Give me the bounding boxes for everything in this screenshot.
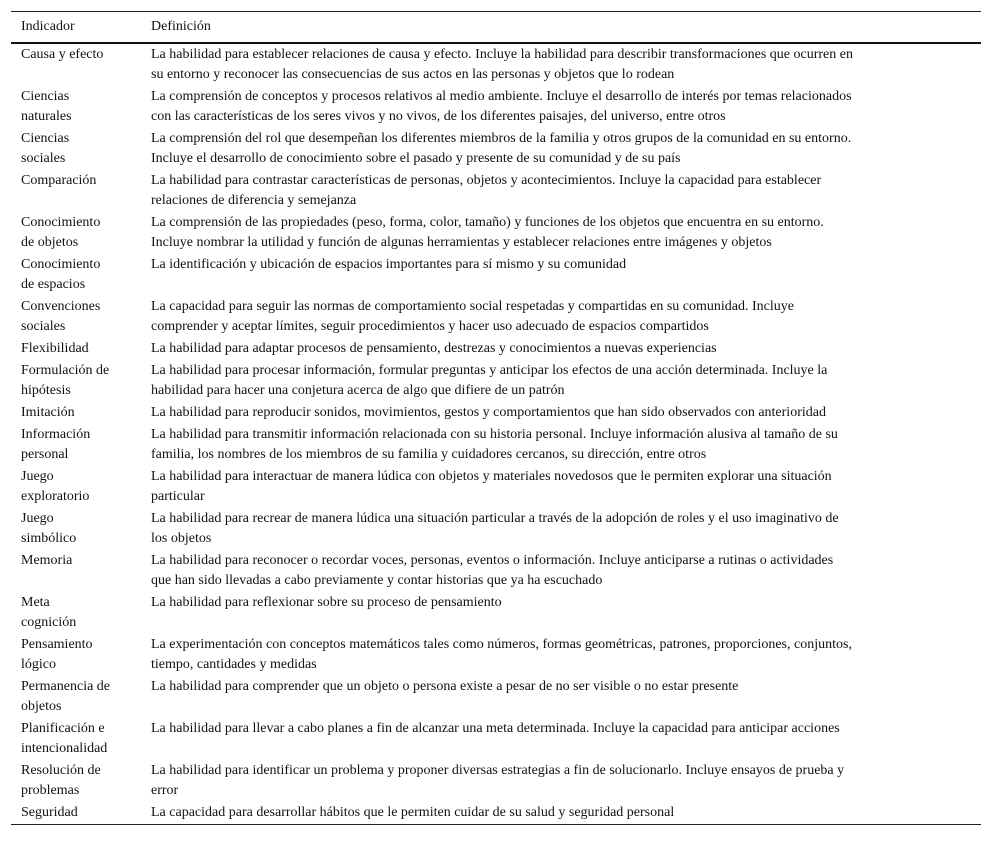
indicator-cell-line: Memoria	[21, 553, 73, 568]
table-row	[11, 676, 981, 718]
indicator-cell-line: Flexibilidad	[21, 341, 89, 356]
table-row	[11, 338, 981, 360]
indicator-cell-line: Comparación	[21, 173, 97, 188]
definition-cell-line: habilidad para hacer una conjetura acerca de algo que difiere de un patrón	[151, 383, 565, 398]
indicator-cell	[11, 761, 151, 801]
definition-cell-line: La habilidad para procesar información, formular preguntas y anticipar los efectos de una acción determinada. Incluye la	[151, 363, 828, 378]
indicator-cell-line: Planificación e	[21, 721, 105, 736]
definition-cell	[151, 803, 981, 823]
indicator-cell-line: problemas	[21, 783, 80, 798]
header-definicion: Definición	[151, 19, 211, 34]
definition-cell-line: La habilidad para reproducir sonidos, movimientos, gestos y comportamientos que han sido observados con anterioridad	[151, 405, 826, 420]
indicator-cell-line: Conocimiento	[21, 215, 101, 230]
indicator-cell	[11, 403, 151, 423]
definition-cell	[151, 677, 981, 717]
indicator-cell-line: Juego	[21, 511, 54, 526]
definition-cell	[151, 129, 981, 169]
indicators-table	[11, 11, 981, 825]
indicator-cell	[11, 509, 151, 549]
indicator-cell	[11, 45, 151, 85]
table-row	[11, 296, 981, 338]
indicator-cell-line: sociales	[21, 319, 66, 334]
table-row	[11, 44, 981, 86]
indicator-cell	[11, 803, 151, 823]
indicator-cell	[11, 339, 151, 359]
indicator-cell-line: simbólico	[21, 531, 77, 546]
definition-cell-line: La comprensión del rol que desempeñan los diferentes miembros de la familia y otros grupos de la comunidad en su entorno.	[151, 131, 852, 146]
table-row	[11, 634, 981, 676]
definition-cell-line: La habilidad para establecer relaciones de causa y efecto. Incluye la habilidad para describir transformaciones que ocurren en	[151, 47, 853, 62]
definition-cell-line: Incluye el desarrollo de conocimiento sobre el pasado y presente de su comunidad y de su país	[151, 151, 681, 166]
definition-cell-line: La habilidad para reconocer o recordar voces, personas, eventos o información. Incluye anticiparse a rutinas o actividades	[151, 553, 834, 568]
indicator-cell-line: Ciencias	[21, 89, 70, 104]
indicator-cell	[11, 719, 151, 759]
definition-cell	[151, 297, 981, 337]
indicator-cell	[11, 467, 151, 507]
definition-cell-line: los objetos	[151, 531, 212, 546]
definition-cell-line: comprender y aceptar límites, seguir procedimientos y hacer uso adecuado de espacios compartidos	[151, 319, 709, 334]
table-header	[11, 12, 981, 44]
definition-cell	[151, 255, 981, 295]
table-row	[11, 170, 981, 212]
table-row	[11, 802, 981, 824]
indicator-cell	[11, 171, 151, 211]
table-row	[11, 592, 981, 634]
indicator-cell	[11, 297, 151, 337]
definition-cell-line: La capacidad para seguir las normas de comportamiento social respetadas y compartidas en su comunidad. Incluye	[151, 299, 794, 314]
table-row	[11, 424, 981, 466]
indicator-cell-line: sociales	[21, 151, 66, 166]
definition-cell-line: La habilidad para adaptar procesos de pensamiento, destrezas y conocimientos a nuevas experiencias	[151, 341, 717, 356]
definition-cell-line: La comprensión de conceptos y procesos relativos al medio ambiente. Incluye el desarrollo de interés por temas relacionados	[151, 89, 852, 104]
definition-cell-line: que han sido llevadas a cabo previamente y contar historias que ya ha escuchado	[151, 573, 603, 588]
table-row	[11, 760, 981, 802]
table-row	[11, 128, 981, 170]
table-row	[11, 86, 981, 128]
table-body	[11, 44, 981, 824]
definition-cell	[151, 551, 981, 591]
indicator-cell-line: Información	[21, 427, 91, 442]
indicator-cell	[11, 635, 151, 675]
indicator-cell-line: Seguridad	[21, 805, 78, 820]
definition-cell	[151, 509, 981, 549]
indicator-cell-line: exploratorio	[21, 489, 90, 504]
table-row	[11, 718, 981, 760]
definition-cell-line: su entorno y reconocer las consecuencias de sus actos en las personas y objetos que lo rodean	[151, 67, 675, 82]
definition-cell-line: La capacidad para desarrollar hábitos que le permiten cuidar de su salud y seguridad personal	[151, 805, 675, 820]
definition-cell-line: La habilidad para recrear de manera lúdica una situación particular a través de la adopción de roles y el uso imaginativo de	[151, 511, 839, 526]
definition-cell-line: error	[151, 783, 179, 798]
indicator-cell-line: Meta	[21, 595, 50, 610]
indicator-cell	[11, 129, 151, 169]
indicator-cell-line: de objetos	[21, 235, 79, 250]
definition-cell-line: con las características de los seres vivos y no vivos, de los diferentes paisajes, del universo, entre otros	[151, 109, 726, 124]
table-row	[11, 360, 981, 402]
indicator-cell	[11, 677, 151, 717]
definition-cell	[151, 761, 981, 801]
indicator-cell-line: Ciencias	[21, 131, 70, 146]
indicator-cell-line: Imitación	[21, 405, 75, 420]
table-row	[11, 212, 981, 254]
definition-cell	[151, 339, 981, 359]
definition-cell-line: La habilidad para transmitir información relacionada con su historia personal. Incluye información alusiva al tamaño de su	[151, 427, 838, 442]
definition-cell	[151, 635, 981, 675]
header-indicador: Indicador	[21, 19, 75, 34]
definition-cell-line: La habilidad para reflexionar sobre su proceso de pensamiento	[151, 595, 502, 610]
indicator-cell	[11, 361, 151, 401]
definition-cell-line: La habilidad para identificar un problema y proponer diversas estrategias a fin de solucionarlo. Incluye ensayos de prueba y	[151, 763, 845, 778]
table-row	[11, 254, 981, 296]
indicator-cell-line: Causa y efecto	[21, 47, 104, 62]
table-row	[11, 402, 981, 424]
indicator-cell	[11, 593, 151, 633]
definition-cell-line: La identificación y ubicación de espacios importantes para sí mismo y su comunidad	[151, 257, 627, 272]
indicator-cell-line: Permanencia de	[21, 679, 111, 694]
indicator-cell-line: lógico	[21, 657, 56, 672]
indicator-cell-line: personal	[21, 447, 69, 462]
definition-cell	[151, 361, 981, 401]
definition-cell	[151, 593, 981, 633]
table-row	[11, 550, 981, 592]
indicator-cell-line: Conocimiento	[21, 257, 101, 272]
definition-cell-line: La experimentación con conceptos matemáticos tales como números, formas geométricas, patrones, proporciones, conjuntos,	[151, 637, 852, 652]
indicator-cell-line: Juego	[21, 469, 54, 484]
indicator-cell-line: Resolución de	[21, 763, 101, 778]
definition-cell-line: particular	[151, 489, 205, 504]
definition-cell-line: La habilidad para interactuar de manera lúdica con objetos y materiales novedosos que le permiten explorar una situación	[151, 469, 832, 484]
definition-cell-line: La habilidad para contrastar características de personas, objetos y acontecimientos. Incluye la capacidad para establecer	[151, 173, 822, 188]
definition-cell	[151, 425, 981, 465]
indicator-cell	[11, 425, 151, 465]
indicator-cell	[11, 213, 151, 253]
definition-cell-line: La habilidad para comprender que un objeto o persona existe a pesar de no ser visible o no estar presente	[151, 679, 739, 694]
definition-cell-line: La comprensión de las propiedades (peso, forma, color, tamaño) y funciones de los objetos que encuentra en su entorno.	[151, 215, 824, 230]
indicator-cell-line: de espacios	[21, 277, 86, 292]
definition-cell	[151, 213, 981, 253]
indicator-cell-line: naturales	[21, 109, 72, 124]
definition-cell	[151, 467, 981, 507]
indicator-cell-line: objetos	[21, 699, 62, 714]
table-row	[11, 466, 981, 508]
definition-cell	[151, 87, 981, 127]
definition-cell	[151, 171, 981, 211]
indicator-cell-line: Formulación de	[21, 363, 110, 378]
definition-cell-line: tiempo, cantidades y medidas	[151, 657, 317, 672]
definition-cell	[151, 719, 981, 759]
indicator-cell	[11, 255, 151, 295]
definition-cell-line: familia, los nombres de los miembros de su familia y cuidadores cercanos, su dirección, entre otros	[151, 447, 707, 462]
indicator-cell	[11, 551, 151, 591]
definition-cell	[151, 403, 981, 423]
definition-cell-line: Incluye nombrar la utilidad y función de algunas herramientas y establecer relaciones entre imágenes y objetos	[151, 235, 772, 250]
definition-cell-line: La habilidad para llevar a cabo planes a fin de alcanzar una meta determinada. Incluye la capacidad para anticipar acciones	[151, 721, 840, 736]
definition-cell	[151, 45, 981, 85]
indicator-cell-line: Convenciones	[21, 299, 101, 314]
indicator-cell-line: hipótesis	[21, 383, 71, 398]
indicator-cell-line: Pensamiento	[21, 637, 93, 652]
table-row	[11, 508, 981, 550]
indicator-cell-line: intencionalidad	[21, 741, 108, 756]
indicator-cell	[11, 87, 151, 127]
definition-cell-line: relaciones de diferencia y semejanza	[151, 193, 357, 208]
indicator-cell-line: cognición	[21, 615, 77, 630]
